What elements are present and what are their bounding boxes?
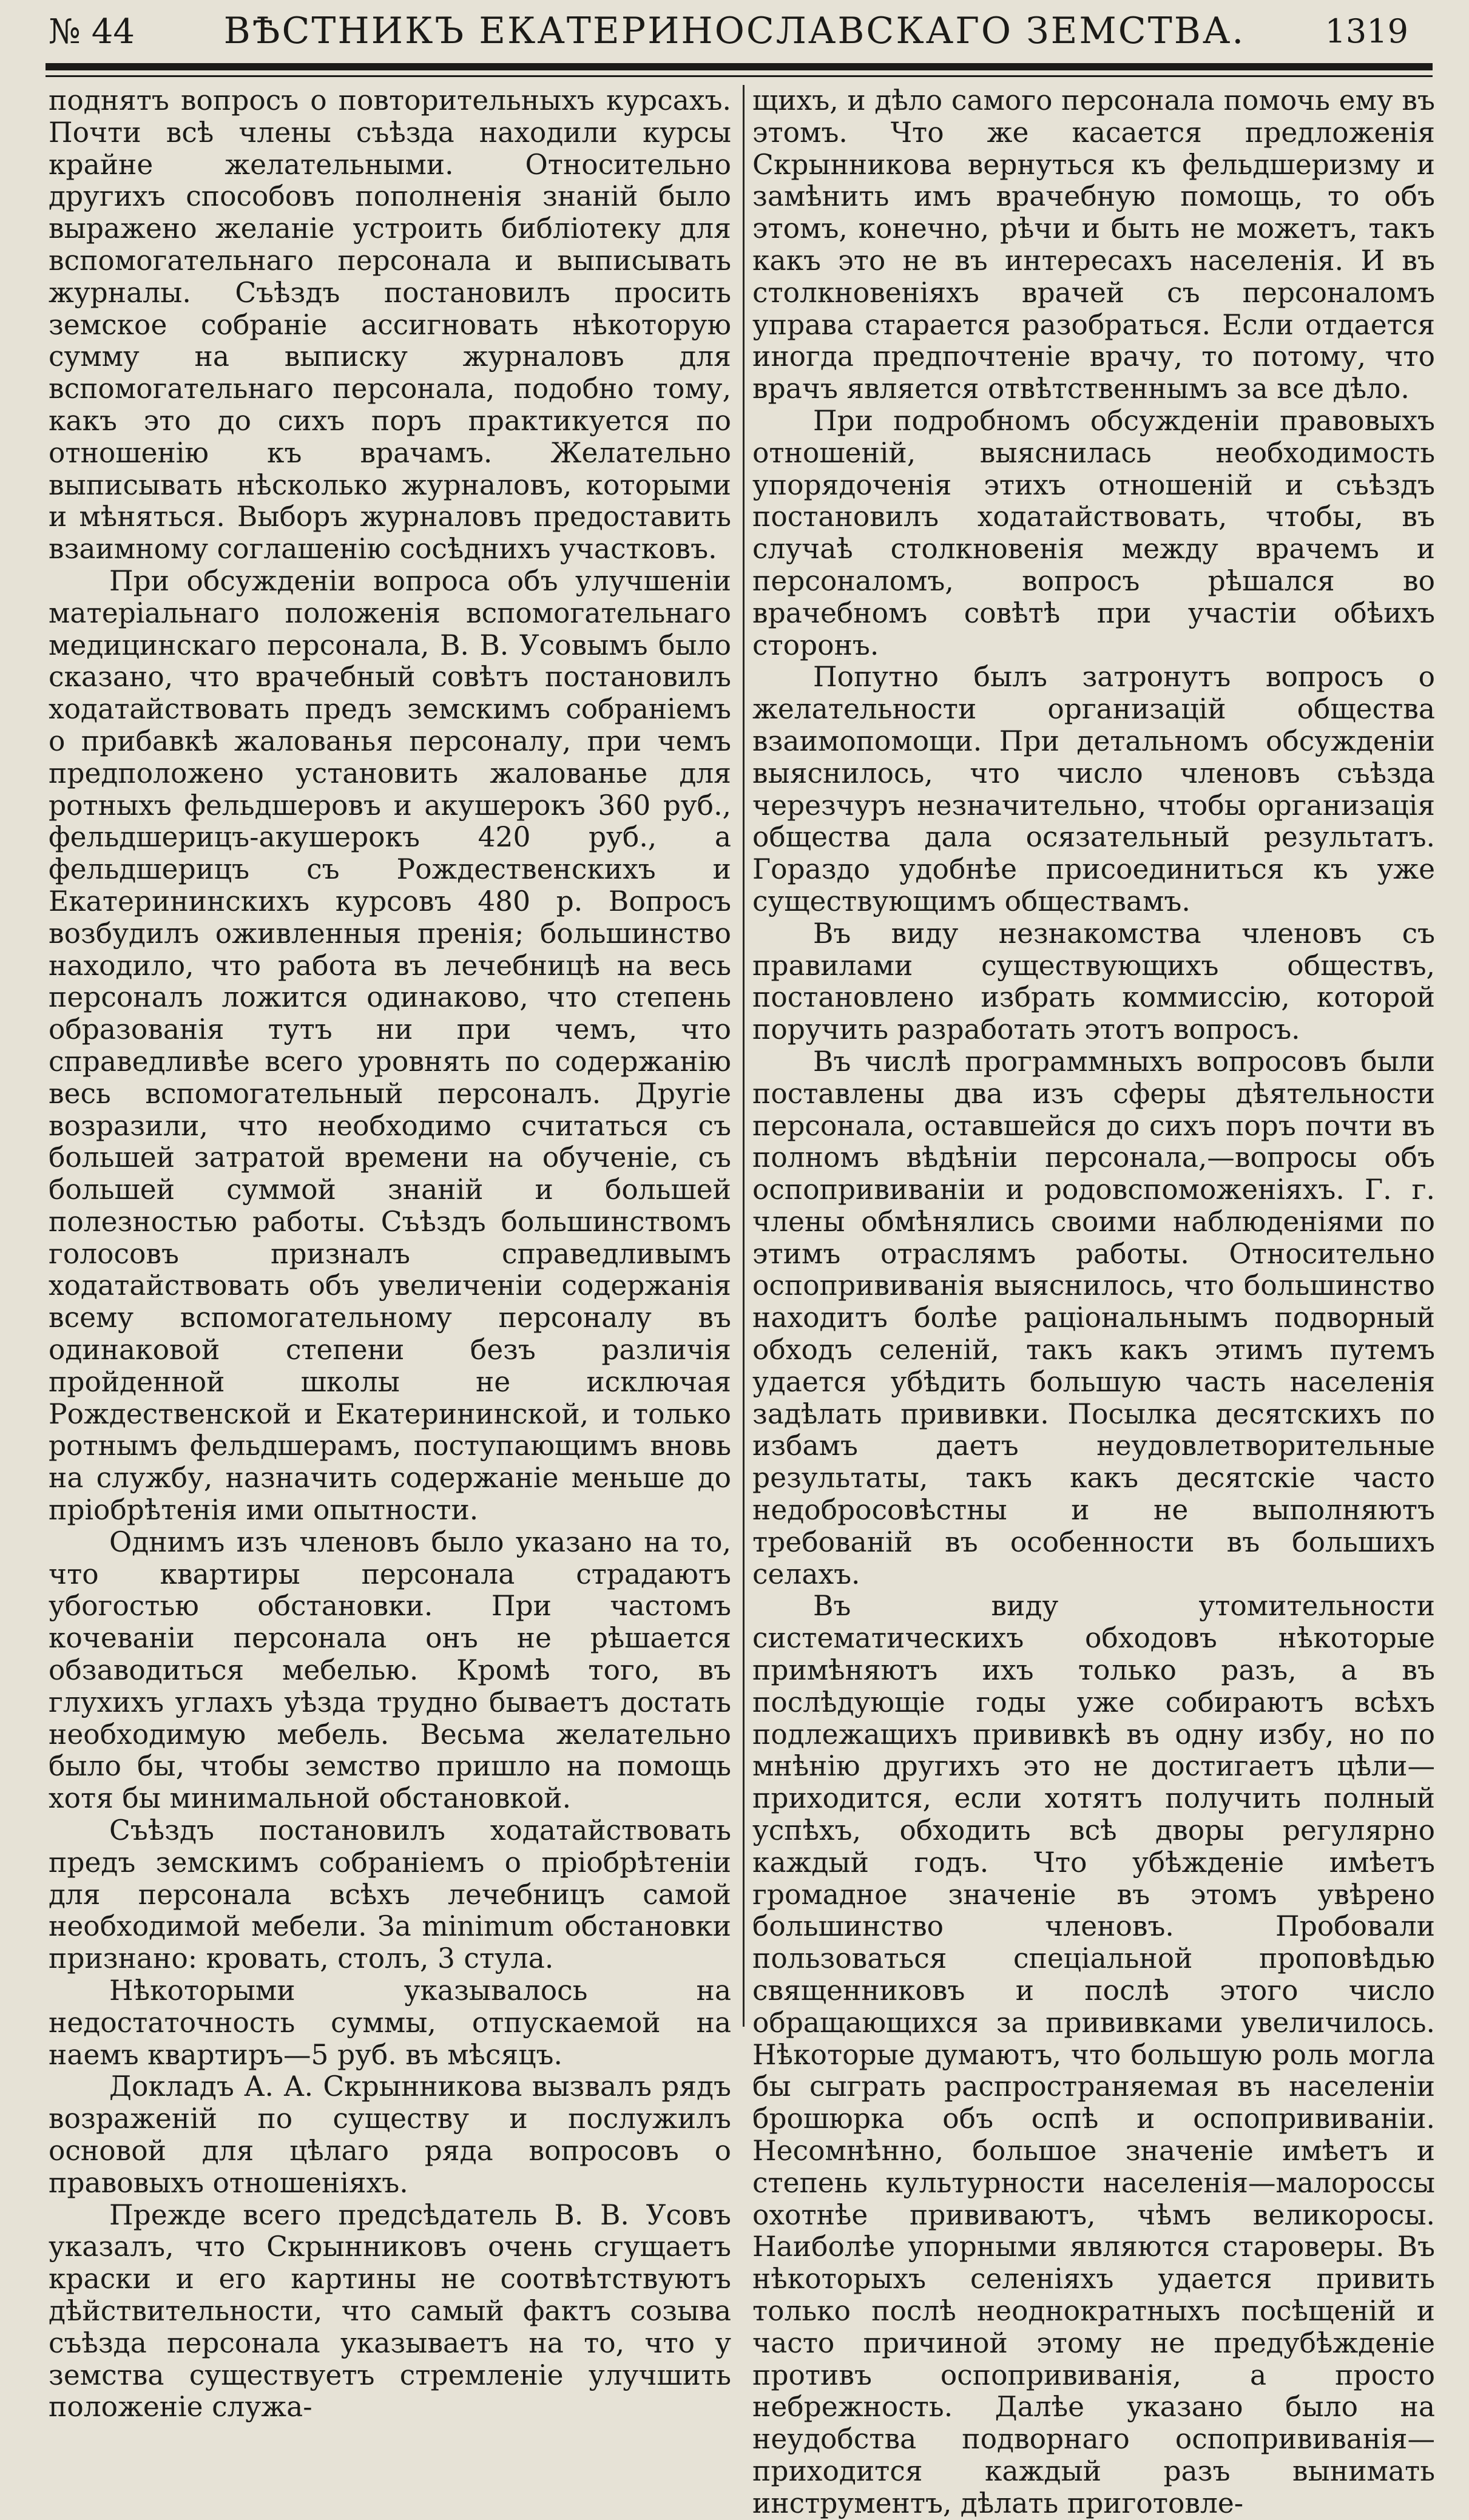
paragraph: Однимъ изъ членовъ было указано на то, что квартиры персонала страдаютъ убогостью обстановки. При частомъ кочеваніи персонала онъ не рѣшается обзаводиться мебелью. Кромѣ того, въ глухихъ углахъ уѣзда трудно бываетъ достать необходимую мебель. Весьма желательно было бы, чтобы земство пришло на помощь хотя бы минимальной обстановкой.: [49, 1525, 731, 1815]
page-header: [36, 5, 1433, 56]
publication-title: ВѢСТНИКЪ ЕКАТЕРИНОСЛАВСКАГО ЗЕМСТВА.: [223, 10, 1246, 52]
paragraph: Въ виду утомительности систематическихъ обходовъ нѣкоторые примѣняютъ ихъ только разъ, а въ послѣдующіе годы уже собираютъ всѣхъ подлежащихъ прививкѣ въ одну избу, но по мнѣнію другихъ это не достигаетъ цѣли—приходится, если хотятъ получить полный успѣхъ, обходить всѣ дворы регулярно каждый годъ. Что убѣжденіе имѣетъ громадное значеніе въ этомъ увѣрено большинство членовъ. Пробовали пользоваться спеціальной проповѣдью священниковъ и послѣ этого число обращающихся за прививками увеличилось. Нѣкоторые думаютъ, что большую роль могла бы сыграть распространяемая въ населеніи брошюрка объ оспѣ и оспопрививаніи. Несомнѣнно, большое значеніе имѣетъ и степень культурности населенія—малороссы охотнѣе прививаютъ, чѣмъ великоросы. Наиболѣе упорными являются староверы. Въ нѣкоторыхъ селеніяхъ удается привить только послѣ неоднократныхъ посѣщеній и часто причиной этому не предубѣжденіе противъ оспопрививанія, а просто небрежность. Далѣе указано было на неудобства подворнаго оспопрививанія—приходится каждый разъ вынимать инструментъ, дѣлать приготовле-: [752, 1590, 1435, 2519]
page-number: 1319: [1325, 12, 1408, 50]
header-rule-thin: [46, 75, 1433, 77]
paragraph: При обсужденіи вопроса объ улучшеніи матеріальнаго положенія вспомогательнаго медицинскаго персонала, В. В. Усовымъ было сказано, что врачебный совѣтъ постановилъ ходатайствовать предъ земскимъ собраніемъ о прибавкѣ жалованья персоналу, при чемъ предположено установить жалованье для ротныхъ фельдшеровъ и акушерокъ 360 руб., фельдшерицъ-акушерокъ 420 руб., а фельдшерицъ съ Рождественскихъ и Екатерининскихъ курсовъ 480 р. Вопросъ возбудилъ оживленныя пренія; большинство находило, что работа въ лечебницѣ на весь персоналъ ложится одинаково, что степень образованія тутъ ни при чемъ, что справедливѣе всего уровнять по содержанію весь вспомогательный персоналъ. Другіе возразили, что необходимо считаться съ большей затратой времени на обученіе, съ большей суммой знаній и большей полезностью работы. Съѣздъ большинствомъ голосовъ призналъ справедливымъ ходатайствовать объ увеличеніи содержанія всему вспомогательному персоналу въ одинаковой степени безъ различія пройденной школы не исключая Рождественской и Екатерининской, и только ротнымъ фельдшерамъ, поступающимъ вновь на службу, назначить содержаніе меньше до пріобрѣтенія ими опытности.: [49, 564, 731, 1527]
paragraph: Въ числѣ программныхъ вопросовъ были поставлены два изъ сферы дѣятельности персонала, оставшейся до сихъ поръ почти въ полномъ вѣдѣніи персонала,—вопросы объ оспопрививаніи и родовспоможеніяхъ. Г. г. члены обмѣнялись своими наблюденіями по этимъ отраслямъ работы. Относительно оспопрививанія выяснилось, что большинство находитъ болѣе раціональнымъ подворный обходъ селеній, такъ какъ этимъ путемъ удается убѣдить большую часть населенія задѣлать прививки. Посылка десятскихъ по избамъ даетъ неудовлетворительные результаты, такъ какъ десятскіе часто недобросовѣстны и не выполняютъ требованій въ особенности въ большихъ селахъ.: [752, 1045, 1435, 1590]
paragraph: Нѣкоторыми указывалось на недостаточность суммы, отпускаемой на наемъ квартиръ—5 руб. въ мѣсяцъ.: [49, 1974, 731, 2071]
column-divider: [743, 85, 745, 2027]
paragraph: щихъ, и дѣло самого персонала помочь ему въ этомъ. Что же касается предложенія Скрынникова вернуться къ фельдшеризму и замѣнить имъ врачебную помощь, то объ этомъ, конечно, рѣчи и быть не можетъ, такъ какъ это не въ интересахъ населенія. И въ столкновеніяхъ врачей съ персоналомъ управа старается разобраться. Если отдается иногда предпочтеніе врачу, то потому, что врачъ является отвѣтственнымъ за все дѣло.: [752, 84, 1435, 405]
issue-number: № 44: [49, 12, 135, 52]
paragraph: Попутно былъ затронутъ вопросъ о желательности организацій общества взаимопомощи. При детальномъ обсужденіи выяснилось, что число членовъ съѣзда черезчуръ незначительно, чтобы организація общества дала осязательный результатъ. Гораздо удобнѣе присоединиться къ уже существующимъ обществамъ.: [752, 661, 1435, 917]
paragraph: Прежде всего предсѣдатель В. В. Усовъ указалъ, что Скрынниковъ очень сгущаетъ краски и его картины не соотвѣтствуютъ дѣйствительности, что самый фактъ созыва съѣзда персонала указываетъ на то, что у земства существуетъ стремленіе улучшить положеніе служа-: [49, 2198, 731, 2424]
paragraph: Въ виду незнакомства членовъ съ правилами существующихъ обществъ, постановлено избрать коммиссію, которой поручить разработать этотъ вопросъ.: [752, 917, 1435, 1046]
paragraph: При подробномъ обсужденіи правовыхъ отношеній, выяснилась необходимость упорядоченія этихъ отношеній и съѣздъ постановилъ ходатайствовать, чтобы, въ случаѣ столкновенія между врачемъ и персоналомъ, вопросъ рѣшался во врачебномъ совѣтѣ при участіи обѣихъ сторонъ.: [752, 404, 1435, 661]
right-column: [752, 84, 1435, 2519]
paragraph: поднятъ вопросъ о повторительныхъ курсахъ. Почти всѣ члены съѣзда находили курсы крайне желательными. Относительно другихъ способовъ пополненія знаній было выражено желаніе устроить библіотеку для вспомогательнаго персонала и выписывать журналы. Съѣздъ постановилъ просить земское собраніе ассигновать нѣкоторую сумму на выписку журналовъ для вспомогательнаго персонала, подобно тому, какъ это до сихъ поръ практикуется по отношенію къ врачамъ. Желательно выписывать нѣсколько журналовъ, которыми и мѣняться. Выборъ журналовъ предоставить взаимному соглашенію сосѣднихъ участковъ.: [49, 84, 731, 566]
left-column: [49, 84, 731, 2424]
paragraph: Съѣздъ постановилъ ходатайствовать предъ земскимъ собраніемъ о пріобрѣтеніи для персонала всѣхъ лечебницъ самой необходимой мебели. За minimum обстановки признано: кровать, столъ, 3 стула.: [49, 1814, 731, 1975]
header-rule-thick: [46, 63, 1433, 70]
paragraph: Докладъ А. А. Скрынникова вызвалъ рядъ возраженій по существу и послужилъ основой для цѣлаго ряда вопросовъ о правовыхъ отношеніяхъ.: [49, 2070, 731, 2199]
